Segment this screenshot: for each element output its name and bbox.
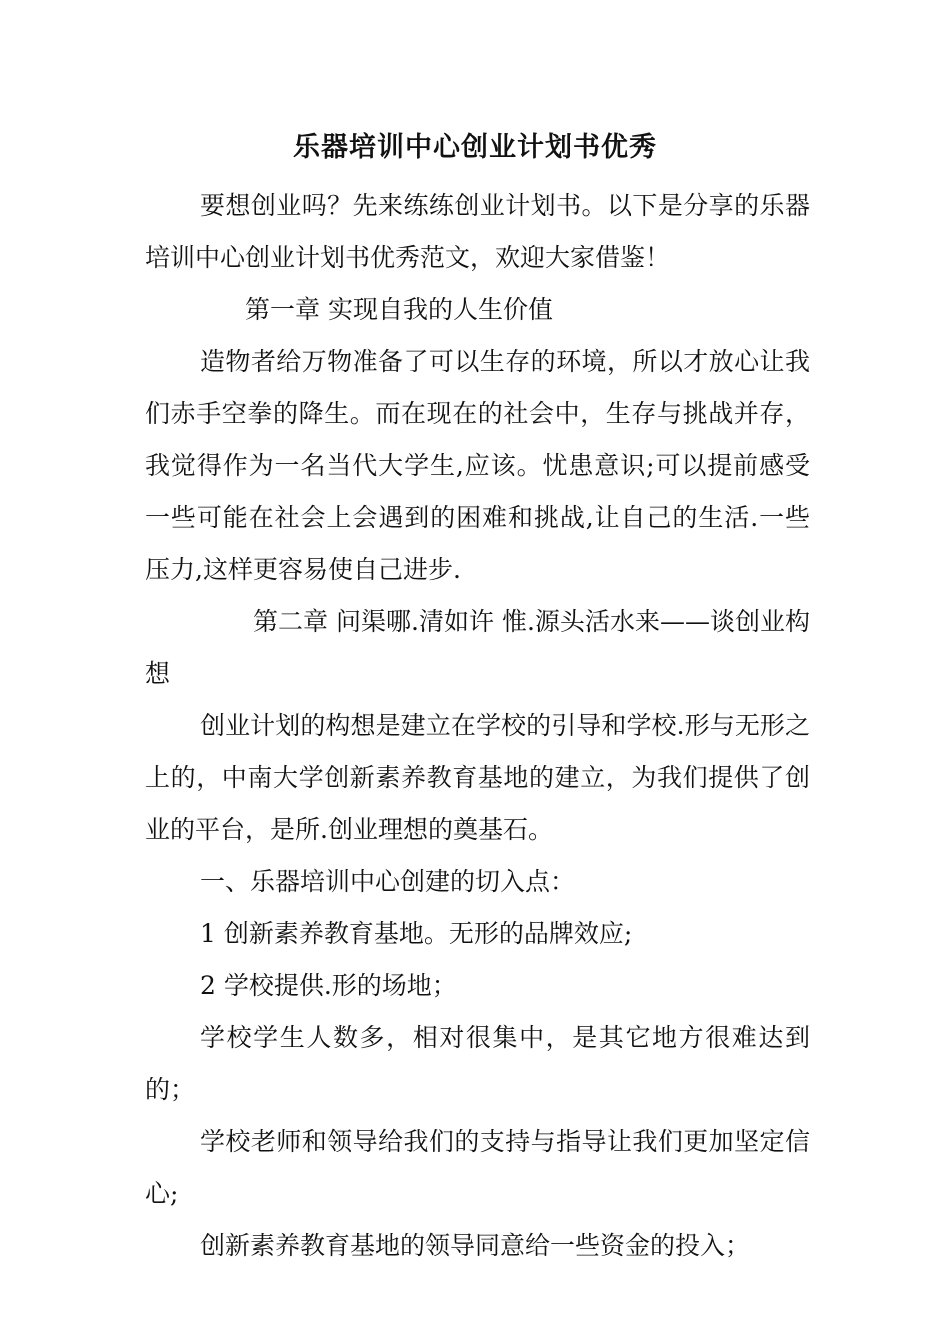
section-one-heading: 一、乐器培训中心创建的切入点： <box>200 867 576 896</box>
body-paragraph: 学校学生人数多，相对很集中，是其它地方很难达到的； <box>145 1023 810 1104</box>
document-body <box>145 180 810 1272</box>
body-paragraph: 创新素养教育基地的领导同意给一些资金的投入； <box>200 1231 751 1260</box>
chapter-one-paragraph: 造物者给万物准备了可以生存的环境，所以才放心让我们赤手空拳的降生。而在现在的社会中，生存与挑战并存，我觉得作为一名当代大学生,应该。忧患意识;可以提前感受一些可能在社会上会遇到的困难和挑战,让自己的生活.一些压力,这样更容易使自己进步. <box>145 347 810 584</box>
chapter-two-heading: 第二章 问渠哪.清如许 惟.源头活水来——谈创业构想 <box>145 607 810 688</box>
list-item: 1 创新素养教育基地。无形的品牌效应; <box>200 919 633 948</box>
chapter-one-heading: 第一章 实现自我的人生价值 <box>245 295 553 324</box>
list-item: 2 学校提供.形的场地； <box>200 971 457 1000</box>
chapter-two-paragraph: 创业计划的构想是建立在学校的引导和学校.形与无形之上的，中南大学创新素养教育基地的建立，为我们提供了创业的平台，是所.创业理想的奠基石。 <box>145 711 810 844</box>
intro-paragraph: 要想创业吗？先来练练创业计划书。以下是分享的乐器培训中心创业计划书优秀范文，欢迎大家借鉴！ <box>145 191 810 272</box>
body-paragraph: 学校老师和领导给我们的支持与指导让我们更加坚定信心; <box>145 1127 810 1208</box>
document-title: 乐器培训中心创业计划书优秀 <box>293 132 657 163</box>
